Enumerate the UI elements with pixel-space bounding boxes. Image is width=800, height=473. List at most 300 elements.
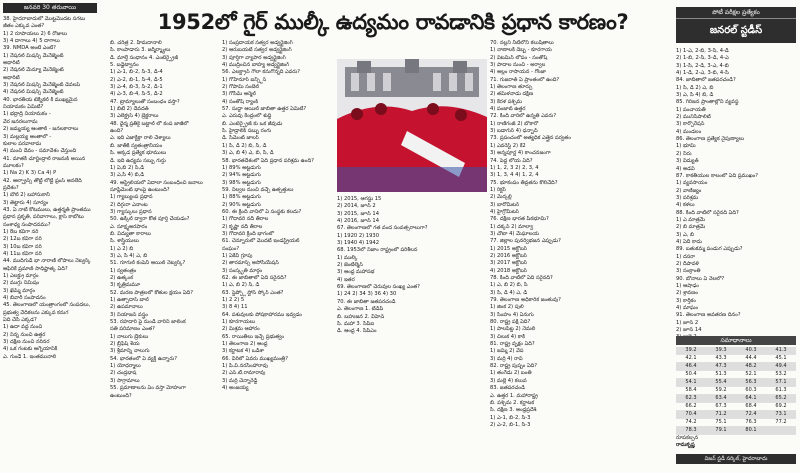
question-line: 81. రాష్ట్ర వృక్షం ఏది?	[490, 341, 535, 348]
question-line: 4) 11బ కవిగా నరి	[3, 251, 42, 257]
question-line: 76. దక్షిణ భారత పీఠభూమి?	[490, 216, 549, 223]
question-line: 3) శ్రీమాన్ని నాలుగు	[110, 348, 150, 355]
question-line: 3) ఎ-4, బి-3, సి-2, డి-1	[110, 84, 163, 91]
question-line: కులాల పరవాలామ	[3, 140, 42, 147]
question-line: 1) గోహేనూర్ ఐన్స్టీన్	[222, 76, 267, 83]
question-line: 1) జూన్ 2	[676, 319, 699, 326]
question-line: 4) అల్లం రాసాయన - గోంజా	[490, 69, 547, 76]
question-line: 4) మాఘం	[676, 305, 699, 312]
question-line: 70. నల్లని నీటిలోని కలుషితాలు	[490, 40, 554, 46]
series-title: జనరల్ స్టడీస్	[709, 25, 763, 36]
question-line: 1) ఎ, బి 2) సి, డి	[222, 282, 260, 289]
answer-cell: 70.4	[676, 411, 706, 419]
question-line: 67. తెలంగాణలో గత వంద సంవత్సరాలుగా?	[337, 225, 428, 232]
answer-cell: 63.4	[706, 395, 736, 403]
question-line: 2) దీపావళి	[676, 260, 700, 267]
question-line: 1) 88% అట్టడుగు	[222, 194, 261, 201]
question-line: ఎ. ఉత్తర 1. మహారాష్ట్ర	[490, 392, 538, 399]
question-line: బి. బహుజన 2. వీహెచ్	[337, 313, 385, 320]
answer-cell: 39.2	[676, 347, 706, 355]
question-line: 1) పి.వి.నరసింహారావు	[222, 363, 268, 370]
series-box	[676, 7, 796, 43]
question-line: 3) మల్లె 4) కలువ	[490, 377, 527, 384]
question-line: బి. విద్యుతా కారాలు	[110, 230, 151, 237]
answer-cell: 64.1	[736, 395, 766, 403]
question-line: 3) సంస్కృతి మార్గం	[222, 267, 263, 274]
question-line: 57. సుద్దా ఆయిల్ జాబితా ఉత్తర ఏమిటి?	[222, 106, 307, 113]
question-line: 1) Na 2) K 3) Ca 4) P	[3, 170, 57, 177]
question-line: 3) పూర్తిగా వ్యాపార అడ్వర్టైజింగ్	[222, 54, 286, 61]
question-line: 4) అడవి	[676, 165, 695, 172]
answer-cell: 80.1	[736, 427, 766, 435]
answer-cell: 41.3	[766, 347, 796, 355]
answer-row	[676, 387, 796, 395]
answer-cell: 55.4	[706, 379, 736, 387]
question-line: 52. మరణ పాత్రలలో కోతుల క్షయం ఏది?	[110, 289, 193, 296]
question-line: 3) గోదావరి క్రింది భాగంలో	[222, 230, 274, 237]
question-line: 1) ఆషాఢం	[676, 283, 699, 289]
question-line: 3) ఎ, బి	[676, 231, 694, 238]
question-line: 1) రిక్టర్	[490, 186, 506, 193]
question-line: ఆఫీరికే ప్రమాణ్ సాధిష్టాత్క ఏది?	[3, 265, 68, 272]
question-line: 1) స్వతంత్రం	[110, 267, 137, 274]
question-line: సి. శాస్త్రీయులు	[110, 238, 139, 245]
question-line: 2) కృష్ణా నదీ తీరాల	[222, 223, 263, 230]
question-line: 2) ఎన్.టి.రామారావు	[222, 370, 266, 377]
question-line: 4) బివారీ సంపాదనం	[3, 295, 46, 302]
headline: 1952లో గైర్ ముల్కీ ఉద్యమం రావడానికి ప్రధాన కారణం?	[157, 10, 629, 34]
question-line: 4) 2016, జూన్ 14	[337, 218, 379, 225]
answer-cell: 42.1	[676, 355, 706, 363]
question-line: 2) తమిళనాడు దక్షిణ	[490, 91, 534, 98]
question-line: ఎ. సూక్ష్మఅరపారం	[110, 223, 148, 230]
question-line: 3) 4 దాగాలు 4) 5 దాగాలు	[3, 38, 60, 45]
question-line: 3) సాగ్రామాలు	[110, 377, 140, 384]
question-line: 1) సంప్రదాయక సత్వర అడ్వర్టైజింగ్	[222, 40, 293, 46]
answer-cell: 53.2	[766, 371, 796, 379]
question-line: 88. కింది వాటిలో సరైనది ఏది?	[676, 209, 739, 216]
question-line: 3) నేషనల్ మిషన్స్ మేనేజ్మెంట్ డెవలప్	[3, 82, 81, 89]
credit-author: రామకృష్ణ	[676, 442, 695, 449]
question-line: సి. మహా 3. సిపిఐ	[337, 320, 375, 327]
question-line: 1) దక్కన్ 2) మాల్వా	[490, 223, 534, 230]
answer-cell: 52.1	[736, 371, 766, 379]
answer-cell: 79.1	[706, 427, 736, 435]
question-line: 41. మాతకి చూర్ణింద్రాల్ రాజనుక్ అయిన	[3, 155, 86, 162]
question-line: 1) ఉదా వద్ద నుంచి	[3, 324, 43, 331]
question-line: ప్రధాన ప్రకృతి, పరివాగాలు, క్లాస్ కాబోటు	[3, 214, 84, 221]
question-line: 2) నీరు	[676, 150, 692, 157]
question-line: 2) 90% అట్టడుగు	[222, 201, 261, 208]
question-line: 1) భూమి	[676, 143, 696, 150]
question-column-5	[676, 48, 798, 342]
question-line: 1) తంగేడు 2) బంతి	[490, 370, 532, 377]
question-line: 2) 12బ కవిగా నరి	[3, 236, 42, 243]
question-line: 55. ప్రమాణాలను ఏం వస్తా మోహంగా	[110, 385, 186, 392]
question-line: 3) 1, 3, 4 4) 1, 2, 4	[490, 172, 539, 179]
question-line: 2) గోపామి సంబెల్	[222, 84, 260, 91]
question-line: ఎ. తెలంగాణ 1. టీడీపీ	[337, 306, 384, 313]
question-line: 60. ఈ క్రింది వానిలో ఏ సంస్థకు కలదు?	[222, 208, 302, 215]
answer-cell: 44.4	[736, 355, 766, 363]
answer-table	[676, 347, 796, 435]
question-line: 1) యోధర్మాలు	[110, 363, 141, 370]
credit-label: రూపకల్పన	[676, 435, 699, 441]
question-line: 1) ఉత్పాదాస్ బాల్	[110, 297, 149, 304]
question-line: 3) ఖెమ్మ్ మార్గం	[3, 287, 36, 294]
answer-cell: 67.3	[706, 403, 736, 411]
answer-cell: 77.2	[766, 419, 796, 427]
question-line: 4) హైగ్రోమీటర్	[490, 208, 519, 215]
question-line: 2) ముగ్గు నిమిషం	[3, 280, 40, 287]
question-line: 1) గోదావరి నదీ తీరాల	[222, 216, 269, 223]
answer-row	[676, 427, 796, 435]
question-line: 3) 98% అట్టడుగు	[222, 179, 261, 186]
answer-row	[676, 355, 796, 363]
question-line: 1) పాలపిట్ట 2) నెమలి	[490, 326, 536, 333]
question-line: 3) 1-సి, 2-డి, 3-ఎ, 4-బి	[676, 62, 729, 69]
question-line: 1) జమ్మి 2) వేప	[490, 348, 524, 355]
question-line: 1) తెలంగాణ తూర్పు	[490, 84, 533, 91]
question-line: 3) కర్ణాటక 4) ఒడిశా	[222, 348, 265, 355]
question-line: అథారిటీ	[3, 74, 20, 81]
question-line: 4) కళలు	[676, 202, 695, 209]
question-line: 1) బిటే 2) దేవదత్	[110, 106, 149, 113]
answer-cell: 71.2	[706, 411, 736, 419]
question-line: 1) సి, డి 2) బి, సి, డి	[222, 142, 267, 149]
answer-cell: 73.1	[766, 411, 796, 419]
question-line: 77. జిల్లాల పునర్విభజన ఎప్పుడు?	[490, 238, 561, 245]
question-line: 3) సి, డి 4) ఎ, డి	[490, 289, 528, 296]
question-line: 1) దసరా	[676, 253, 696, 260]
answer-row	[676, 395, 796, 403]
question-line: 85. గిరిజన ప్రాంతాల్లోని వ్యవస్థ	[676, 99, 739, 106]
question-column-4	[490, 40, 670, 429]
answer-cell: 69.2	[766, 403, 796, 411]
question-line: 3) పరిశ్రమ	[676, 194, 699, 201]
question-line: 1) ఎ-1, బి-2, సి-3, డి-4	[110, 69, 163, 76]
question-column-2	[110, 40, 220, 400]
question-line: 79. తెలంగాణ అధికారిక జంతువు?	[490, 297, 561, 304]
question-line: 3) మర్రి చెన్నారెడ్డి	[222, 377, 258, 384]
question-line: 1) ఎ మాత్రమే	[676, 216, 705, 223]
answer-cell: 56.3	[736, 379, 766, 387]
question-line: 3) నియాజన్ వస్త్రం	[110, 311, 148, 318]
question-line: 1) 24 2) 34 3) 36 4) 30	[337, 291, 397, 298]
question-column-3	[222, 40, 332, 393]
question-line: 3) ఎ,సి 4) బి,డి	[110, 172, 145, 179]
question-line: 1) వ్యవసాయం	[676, 180, 708, 187]
answer-cell: 59.2	[706, 387, 736, 395]
question-line: 2) తారమాన్స్ అసోసియేషన్	[222, 260, 279, 267]
answer-cell: 49.4	[766, 363, 796, 371]
question-line: 63. స్టెప్ప్లో స్టోన్ స్కోర్ ఎంత?	[222, 289, 284, 296]
question-line: 1) ఎ-1, బి-2, సి-3	[490, 414, 531, 421]
answer-cell: 43.3	[706, 355, 736, 363]
question-line: 1) నాణాలకి దెబ్బ - కూరగాయ	[490, 47, 552, 54]
question-line: 1) ముల్కీ	[337, 254, 358, 261]
question-line: ఉంటుంది?	[110, 392, 132, 399]
question-line: 2) ఎ-2, బి-1, సి-3	[490, 421, 531, 428]
question-line: 2) జెంటిల్మెన్	[337, 262, 363, 269]
answer-cell: 75.1	[706, 419, 736, 427]
question-line: 2) నిన్న నుంచి ఉత్తర	[3, 331, 46, 338]
answer-key-title: సమాధానాలు	[676, 336, 796, 345]
question-line: 2) బ్రీఫేష్ శేయ	[110, 341, 140, 348]
question-line: 3) గోసిమ్ ఆర్మెల్	[222, 91, 256, 98]
question-line: 2) నేషనల్ మేన్యూ మేనేజ్మెంట్	[3, 67, 64, 74]
question-line: 1) 1, 2, 3 2) 2, 3, 4	[490, 164, 539, 171]
question-line: 1) 2015, ఆగస్టు 15	[337, 196, 382, 202]
answer-cell	[766, 427, 796, 435]
question-line: 2) జూన్ 14	[676, 327, 702, 334]
protest-photo	[337, 59, 487, 192]
question-line: 91. తెలంగాణ అవతరణ దినం?	[676, 312, 741, 319]
answer-row	[676, 379, 796, 387]
question-line: 3) బడాగుర్ 4) ధన్బాద్	[490, 128, 538, 135]
question-line: 3) 10బ కవిగా నరి	[3, 243, 42, 250]
answer-row	[676, 363, 796, 371]
question-line: 3) చోటా 4) మేఘాలయ	[490, 230, 540, 237]
answer-cell: 48.2	[736, 363, 766, 371]
question-line: ఎ. ఇది ఎజాక్టిక్గా రాలి చేశ్యాలు	[110, 135, 171, 142]
question-line: 3) ఎ, సి 4) ఎ, బి	[110, 252, 148, 259]
question-line: 70. ఈ జాబితా జతపరచండి	[337, 298, 396, 305]
answer-row	[676, 403, 796, 411]
answer-cell: 60.3	[736, 387, 766, 395]
question-line: 5. బడ్జెట్వానం	[110, 62, 139, 69]
question-line: 3) 8 4) 11	[222, 304, 248, 311]
credit-box	[676, 435, 796, 471]
question-line: 45. తెలంగాణలో యంత్రాంగంలో సంపదలు,	[3, 302, 91, 309]
question-line: 64. పశువులకు పోషకాహారము ఇవ్వడం	[222, 311, 302, 318]
question-line: 83. జతపరచండి	[490, 385, 525, 392]
answer-cell: 61.3	[766, 387, 796, 395]
question-line: ఎ. గుండే 1. ఇంతమునాలి	[3, 353, 57, 360]
question-line: 1) 1-ఎ, 2-బి, 3-సి, 4-డి	[676, 48, 729, 54]
question-line: 84. జాబితాలో జతపరచండి?	[676, 77, 736, 84]
question-line: 3) కార్పొరేషన్	[676, 121, 705, 128]
question-line: సి. దక్షిణ 3. ఆంధ్రప్రదేశ్	[490, 407, 537, 414]
answer-row	[676, 419, 796, 427]
date-tag: జనవరి 30 తరువాయి	[3, 3, 97, 13]
answer-cell: 47.3	[706, 363, 736, 371]
question-line: 4) ఒక గంటకు ఆగ్నేయానికి	[3, 346, 58, 353]
question-line: డి. ఆంధ్ర 4. సిపిఎం	[337, 328, 377, 335]
answer-cell: 65.2	[766, 395, 796, 403]
question-line: బి. పశ్చిమ 2. కర్ణాటక	[490, 399, 535, 406]
question-line: 1) పంచాయతీ	[676, 106, 706, 113]
question-line: 1) 1920 2) 1930	[337, 232, 379, 239]
answer-cell: 76.3	[736, 419, 766, 427]
question-line: 49. ఆస్ట్రేలియలో ఏదాలా సంబంధించి జనాలు	[110, 179, 203, 186]
question-line: 56. ఎలక్ట్రాన్ గౌలా కనుగొన్నది ఎవరు?	[222, 69, 301, 76]
question-line: డి. ఇది ఉద్యమ సబ్బు గుర్తు	[110, 157, 166, 164]
question-line: నియామకం ఏమిటి?	[3, 104, 44, 111]
question-line: ఏది చేసి ఎక్కడ?	[3, 317, 37, 324]
question-line: 3) సింహం 4) ఏనుగు	[490, 311, 534, 318]
question-line: 1) 2 రూపాయలు 2) 6 రోజులు	[3, 30, 68, 37]
answer-cell: 78.3	[676, 427, 706, 435]
question-line: 2) 94% అట్టడుగు	[222, 172, 261, 179]
question-line: 2) దిగ్గురా ఎనాంట	[110, 201, 148, 208]
question-line: 38. హైదరాబాదులో మొట్టమొదట సగటు	[3, 16, 86, 22]
question-line: 3) ఎ, సి 4) బి, డి	[676, 92, 714, 99]
question-line: మూలకం?	[3, 162, 24, 169]
question-line: 62. ఈ జాబితాలో ఏది సరైనది?	[222, 275, 287, 281]
question-line: జీతం ఎక్కువ ఎంత?	[3, 23, 45, 30]
question-line: 1) ఎ 2) బి	[110, 245, 134, 252]
question-line: 4) అంజయ్య	[222, 385, 249, 392]
question-line: సంఘం?	[222, 245, 240, 252]
answer-cell: 54.1	[676, 379, 706, 387]
question-line: 1) నాలుగు బ్రేకులు	[110, 333, 149, 340]
question-line: 3) కార్తీకం	[676, 297, 696, 304]
question-line: 3) ఆంధ్ర మహాసభ	[337, 269, 375, 276]
question-line: 1) ఏ,బి 2) సి,డి	[110, 164, 145, 171]
question-line: అథారిటీ	[3, 60, 20, 67]
question-line: 50. ఉక్కిల్ ద్వారా కోత పూర్తి చేయడం?	[110, 216, 190, 223]
question-line: 82. రాష్ట్ర పుష్పం ఏది?	[490, 363, 538, 370]
question-line: 4) ఏదీ కాదు	[676, 238, 702, 245]
question-line: 3) కృత్రిమమూ	[110, 282, 141, 289]
question-line: 1) జింక 2) పులి	[490, 304, 524, 311]
question-line: 4) పంజాబ్ ఉత్తర	[490, 106, 526, 113]
question-line: 4) సంతోష్ ర్యాంక్	[222, 98, 259, 105]
answer-cell: 62.3	[676, 395, 706, 403]
question-line: 1) ఏకేవీ గ్రూపు	[222, 252, 253, 259]
question-line: 51. గూగుల్ కంపెనీ ఆయిల్ నెట్వర్క్?	[110, 260, 186, 267]
question-line: 2) ఎ-2, బి-1, సి-4, డి-5	[110, 76, 163, 83]
question-line: 47. ట్రామ్యాలుతో సంబంధం వస్తా?	[110, 98, 180, 105]
question-line: 1) తెలంగాణ 2) ఆంధ్ర	[222, 341, 268, 348]
question-line: 4) ఇతర	[337, 276, 355, 283]
answer-cell: 45.1	[766, 355, 796, 363]
question-line: 4) ముద్రించిన బాహ్య అడ్వర్టైజింగ్	[222, 62, 290, 69]
question-line: డి. మాల్తే సంధానం 4. ఎంటెర్ప్రైజ్	[110, 54, 179, 61]
question-line: 1) 8బ కవిగా నరి	[3, 228, 39, 235]
answer-cell: 40.3	[736, 347, 766, 355]
question-line: 4) 1-డి, 2-ఎ, 3-బి, 4-సి	[676, 70, 729, 77]
question-line: 42. ఆల్ఫ్రాన్స్ తోట్టి లోట్టి ఫ్రంస్ అనలేది	[3, 177, 82, 184]
answer-row	[676, 347, 796, 355]
question-line: 2) జమ్మయ్య ఆంతాల్ - జనలకారాలు	[3, 126, 79, 133]
question-line: 65. రాయితీలు ఇచ్చే ప్రభుత్వం	[222, 333, 285, 340]
question-line: 2) ఆరుబయటి సత్వర అడ్వర్టైజింగ్	[222, 47, 292, 54]
series-line: పోటీ పరీక్షల ప్రత్యేకం	[676, 7, 796, 19]
question-line: సి. కాంపాడారు 3. జర్మీర్మ్యాలు	[110, 47, 171, 54]
question-line: 2) ఉత్కంఠ	[110, 275, 134, 281]
question-line: 3) గ్యాస్కులు ప్రధాన	[110, 208, 152, 215]
question-line: 3) పాదాల నుంచి - అర్వాల	[490, 62, 546, 69]
question-line: 90. బోనాలు ఏ నెలలో?	[676, 275, 725, 282]
question-line: 53. రహదారి పై నుండి వారిని జాలింక	[110, 319, 186, 326]
answer-cell: 66.2	[676, 403, 706, 411]
question-line: 2) 2016 అక్టోబర్	[490, 252, 527, 259]
question-line: 3) బారోమీటర్	[490, 201, 520, 208]
question-line: సి. అక్కడ ప్రత్యేక భూములు	[110, 150, 167, 157]
question-line: 1) సి, డి 2) ఎ, బి	[676, 84, 714, 91]
question-line: 3) దక్షిణ నుంచి నరినర	[3, 339, 50, 346]
question-line: సూప్లిమెంట్ భాంపై ఉంటుంది?	[110, 186, 170, 193]
question-line: బి. జాతీకి స్వతంత్రానీయం	[110, 142, 163, 149]
question-line: 3) తెట్టారు 4) సూర్యం	[3, 199, 49, 206]
question-line: 1) ఎలక్ట్రు మార్గం	[3, 273, 39, 280]
question-line: ఎ. ఎరువు కేంద్రంలో శుద్ధి	[222, 113, 272, 120]
question-line: 40. భారతీయ టెక్నికల్ కి ముఖ్యమైన	[3, 96, 78, 103]
question-line: 3) సంక్రాంతి	[676, 268, 701, 275]
question-line: 2) విటమిన్ లోపం - సంతోష్	[490, 54, 548, 61]
question-line: 2) మిశ్రమ ఆహారం	[222, 326, 260, 333]
question-line: 74. పెద్ద లోయ ఏది?	[490, 157, 533, 164]
question-column-3b	[337, 196, 487, 336]
question-line: 44. ముదిగుడి భా నారాణి లోపాలు నెట్వర్క్	[3, 258, 91, 265]
question-line: 3) విద్యుత్	[676, 158, 699, 165]
question-line: 1) నేషనల్ మిషన్స్ మేనేజ్మెంట్	[3, 52, 64, 59]
answer-cell: 74.2	[676, 419, 706, 427]
question-line: 78. కింది వాటిలో ఏది సరైనది?	[490, 275, 553, 281]
question-line: ప్రదేశం?	[3, 184, 19, 191]
question-column-1	[3, 16, 101, 361]
question-line: 3) ఎలెక్ట్రస్ 4) బ్రెక్టరాలు	[110, 113, 159, 120]
question-line: 80. రాష్ట్ర పక్షి ఏది?	[490, 319, 531, 326]
question-line: 4) మంచి దేవం - సమావేశం చేస్తుంది	[3, 148, 77, 155]
question-line: 1) భద్రాద్రి నియామకం -	[3, 111, 51, 118]
question-line: 1) బౌల్ 2) బహాసుకానీ	[3, 192, 50, 199]
question-line: 3) చిలుక 4) కాకి	[490, 333, 525, 340]
question-line: 54. భారతంలో ఏ వ్యక్తి ఉన్నారు?	[110, 355, 177, 362]
question-line: 48. ధైర్మ ప్రతీకై బట్టాల్ లో కంప జాజీలో	[110, 120, 189, 127]
question-line: 2) చంద్రభాష	[110, 370, 137, 377]
question-line: 89. బతుకమ్మ పండుగ ఎప్పుడు?	[676, 246, 743, 253]
question-line: 1) 2015 అక్టోబర్	[490, 245, 527, 252]
answer-cell: 50.4	[676, 371, 706, 379]
question-line: 1) 2 2) 5	[222, 297, 245, 304]
answer-cell: 51.3	[706, 371, 736, 379]
question-line: 4) నేషనల్ మిషన్స్ మేనేజ్మెంట్	[3, 89, 64, 96]
question-line: ప్రభుత్వ వేదికలను ఎక్కువ కనుగ	[3, 309, 69, 316]
question-line: 3) 1940 4) 1942	[337, 240, 379, 247]
answer-cell: 39.3	[706, 347, 736, 355]
question-line: 3) ఎ, బి 4) ఎ, బి, సి, డి	[222, 150, 274, 157]
question-line: సంశాధ్య సంపాదనము?	[3, 221, 51, 228]
question-line: 87. కాకతీయుల కాలంలో ఏది ప్రముఖం?	[676, 172, 759, 179]
question-line: 69. తెలంగాణలో చెరువుల సంఖ్య ఎంత?	[337, 284, 420, 291]
question-line: 2) మెర్కల్లి	[490, 194, 512, 201]
question-line: 61. చెన్నూరులో మొదటి ఇండస్ట్రియల్	[222, 238, 300, 245]
question-line: 1) ఎవరెస్ట్ 2) కే2	[490, 142, 526, 149]
answer-row	[676, 371, 796, 379]
question-line: 75. భూకంపం తీవ్రతను కొలిచేది?	[490, 179, 558, 186]
answer-key	[676, 336, 796, 435]
answer-cell: 46.4	[676, 363, 706, 371]
question-line: 2) మునిసిపాలిటీ	[676, 114, 711, 121]
question-line: 1) రాణిగంజ్ 2) బొకారో	[490, 120, 539, 127]
question-line: 4) మండలం	[676, 128, 702, 135]
question-line: 3) 2017 అక్టోబర్	[490, 260, 527, 267]
question-line: 1) ఎ, బి 2) బి, సి	[490, 282, 528, 289]
question-line: సతి పరిమాణం ఎంత?	[110, 326, 155, 333]
credit-institute: విజన్ స్టడీ సర్కిల్, హైదరాబాదు	[676, 454, 796, 464]
question-line: 73. ప్రపంచంలో అత్యధిక ఎత్తైన పర్వతం	[490, 135, 571, 142]
question-line: 86. తెలంగాణ ప్రత్యేక నైపుణ్యాలు	[676, 136, 745, 143]
answer-cell: 72.4	[736, 411, 766, 419]
answer-row	[676, 411, 796, 419]
question-line: 71. గుజరాత్ ఏ ప్రాంతంలో ఉంది?	[490, 76, 560, 83]
question-line: 4) 2018 అక్టోబర్	[490, 267, 527, 274]
question-line: 68. 1953లో నిజాం రాష్ట్రంలో పరిశీలన	[337, 247, 418, 254]
question-line: 3) 2015, జూన్ 14	[337, 210, 379, 217]
